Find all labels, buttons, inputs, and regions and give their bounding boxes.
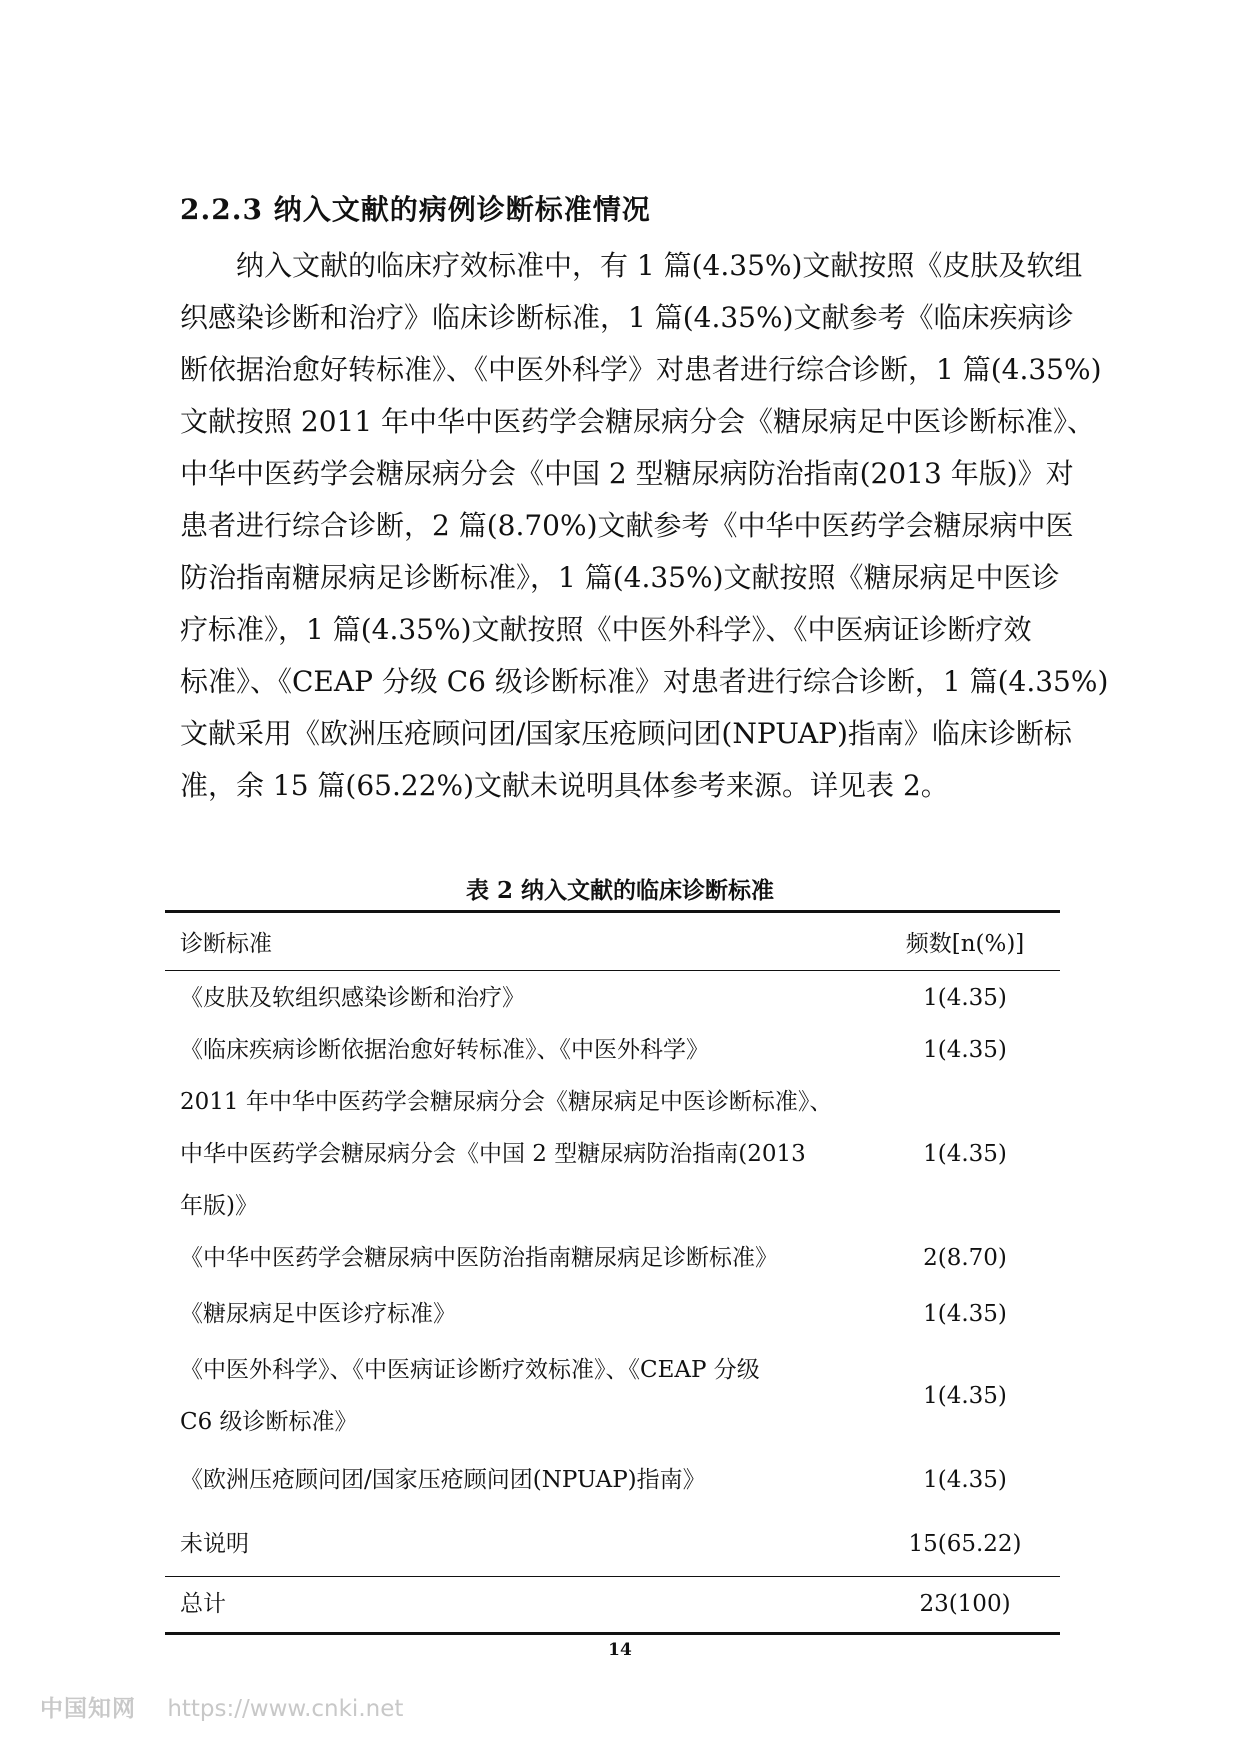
paragraph-line: 中华中医药学会糖尿病分会《中国 2 型糖尿病防治指南(2013 年版)》对 xyxy=(180,457,1074,490)
table-row-label: 未说明 xyxy=(180,1531,249,1557)
table-row-label: 《中医外科学》、《中医病证诊断疗效标准》、《CEAP 分级 C6 级诊断标准》 xyxy=(180,1357,760,1435)
paragraph-line: 纳入文献的临床疗效标准中，有 1 篇(4.35%)文献按照《皮肤及软组 xyxy=(236,249,1083,282)
body-paragraph xyxy=(180,240,1109,812)
table-row-label: 2011 年中华中医药学会糖尿病分会《糖尿病足中医诊断标准》、 中华中医药学会糖尿病分会《中国 2 型糖尿病防治指南(2013 年版)》 xyxy=(180,1089,833,1219)
table-row-value: 15(65.22) xyxy=(908,1531,1022,1557)
table-row-label: 《皮肤及软组织感染诊断和治疗》 xyxy=(180,985,525,1011)
watermark xyxy=(40,1690,403,1723)
table-row-value: 1(4.35) xyxy=(923,985,1007,1011)
table-row-value: 1(4.35) xyxy=(923,1301,1007,1327)
paragraph-line: 文献按照 2011 年中华中医药学会糖尿病分会《糖尿病足中医诊断标准》、 xyxy=(180,405,1096,438)
table-total-label: 总计 xyxy=(180,1591,226,1617)
table-row-value: 2(8.70) xyxy=(923,1245,1007,1271)
section-heading: 2.2.3 纳入文献的病例诊断标准情况 xyxy=(180,193,651,226)
paragraph-line: 防治指南糖尿病足诊断标准》，1 篇(4.35%)文献按照《糖尿病足中医诊 xyxy=(180,561,1060,594)
paragraph-line: 疗标准》，1 篇(4.35%)文献按照《中医外科学》、《中医病证诊断疗效 xyxy=(180,613,1032,646)
table-total-rule xyxy=(165,1576,1060,1577)
paragraph-line: 文献采用《欧洲压疮顾问团/国家压疮顾问团(NPUAP)指南》临床诊断标 xyxy=(180,717,1072,750)
table-row-label: 《欧洲压疮顾问团/国家压疮顾问团(NPUAP)指南》 xyxy=(180,1467,706,1493)
table-total-value: 23(100) xyxy=(919,1591,1011,1617)
paragraph-line: 织感染诊断和治疗》临床诊断标准，1 篇(4.35%)文献参考《临床疾病诊 xyxy=(180,301,1074,334)
paragraph-line: 断依据治愈好转标准》、《中医外科学》对患者进行综合诊断，1 篇(4.35%) xyxy=(180,353,1102,386)
paragraph-line: 患者进行综合诊断，2 篇(8.70%)文献参考《中华中医药学会糖尿病中医 xyxy=(180,509,1074,542)
table-header-col2: 频数[n(%)] xyxy=(905,931,1025,957)
page-number: 14 xyxy=(608,1640,632,1660)
table-row-label: 《临床疾病诊断依据治愈好转标准》、《中医外科学》 xyxy=(180,1037,709,1063)
cnki-logo: 中国知网 xyxy=(40,1696,136,1722)
table-caption: 表 2 纳入文献的临床诊断标准 xyxy=(465,877,775,904)
table-header-rule xyxy=(165,970,1060,971)
table-top-rule xyxy=(165,910,1060,913)
paragraph-line: 准，余 15 篇(65.22%)文献未说明具体参考来源。详见表 2。 xyxy=(180,769,949,802)
table-header-col1: 诊断标准 xyxy=(180,931,272,957)
watermark-url: https://www.cnki.net xyxy=(167,1696,404,1722)
table-row-value: 1(4.35) xyxy=(923,1467,1007,1493)
table-row-label: 《中华中医药学会糖尿病中医防治指南糖尿病足诊断标准》 xyxy=(180,1245,778,1271)
table-row-value: 1(4.35) xyxy=(923,1037,1007,1063)
table-row-value: 1(4.35) xyxy=(923,1383,1007,1409)
table-row-label: 《糖尿病足中医诊疗标准》 xyxy=(180,1301,456,1327)
table-row-value: 1(4.35) xyxy=(923,1141,1007,1167)
table-bottom-rule xyxy=(165,1632,1060,1635)
paragraph-line: 标准》、《CEAP 分级 C6 级诊断标准》对患者进行综合诊断，1 篇(4.35%) xyxy=(180,665,1109,698)
